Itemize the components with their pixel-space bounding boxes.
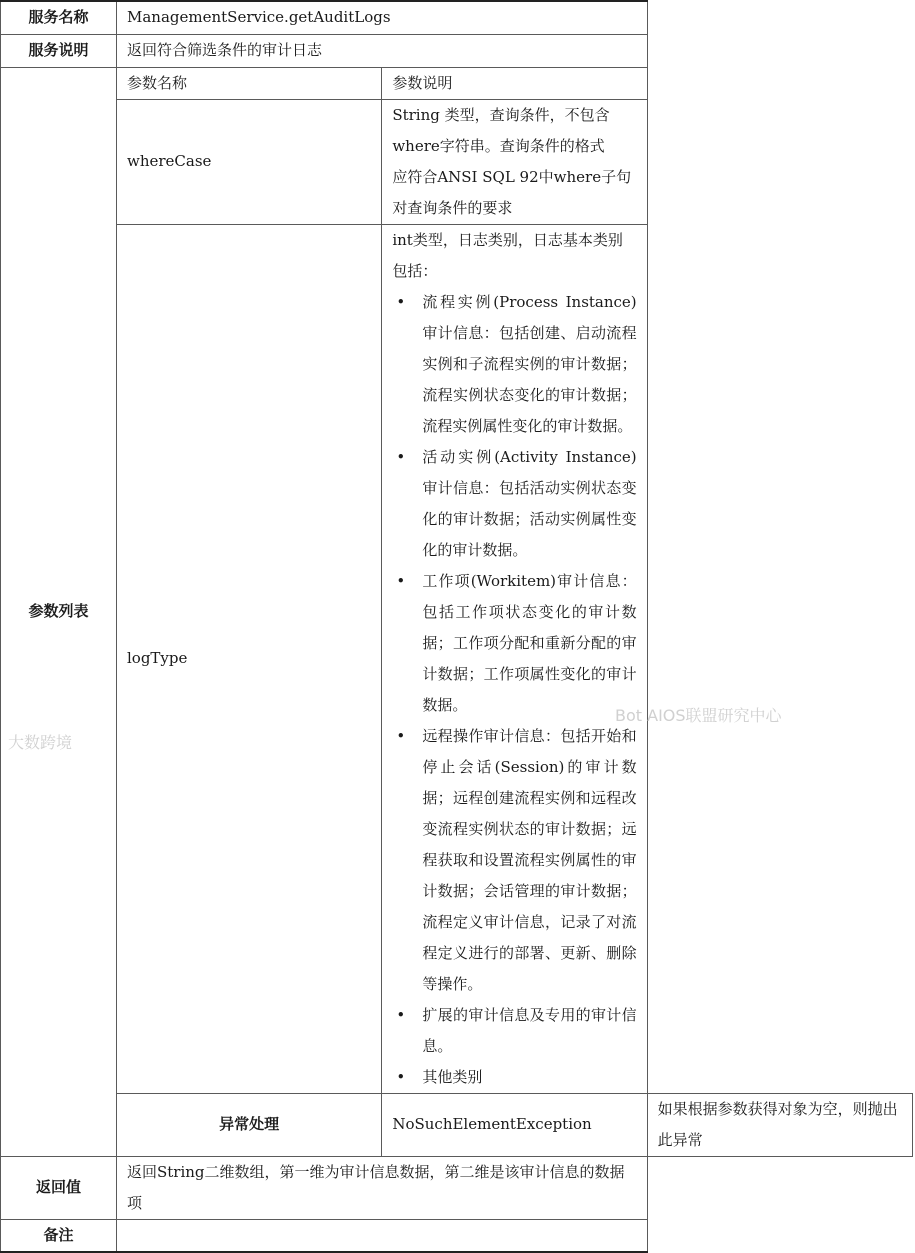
row-return-value bbox=[1, 1156, 913, 1219]
exception-name: NoSuchElementException bbox=[382, 1093, 647, 1156]
params-label: 参数列表 bbox=[1, 67, 117, 1156]
return-value-value: 返回String二维数组，第一维为审计信息数据，第二维是该审计信息的数据项 bbox=[117, 1156, 648, 1219]
row-remarks bbox=[1, 1219, 913, 1252]
param-desc-logtype bbox=[382, 224, 647, 1093]
wherecase-desc-line-1: String 类型，查询条件，不包含where字符串。查询条件的格式 bbox=[392, 105, 610, 155]
return-value-label: 返回值 bbox=[1, 1156, 117, 1219]
row-param-wherecase bbox=[1, 99, 913, 224]
row-params-header bbox=[1, 67, 913, 99]
remarks-label: 备注 bbox=[1, 1219, 117, 1252]
param-desc-wherecase bbox=[382, 99, 647, 224]
logtype-bullet: • 扩展的审计信息及专用的审计信息。 bbox=[392, 1000, 636, 1062]
remarks-value bbox=[117, 1219, 648, 1252]
watermark-right: Bot AIOS联盟研究中心 bbox=[615, 706, 782, 725]
service-desc-label: 服务说明 bbox=[1, 34, 117, 67]
watermark-left: 大数跨境 bbox=[8, 733, 73, 752]
logtype-bullet: • 远程操作审计信息：包括开始和停止会话(Session)的审计数据；远程创建流程实例和远程改变流程实例状态的审计数据；远程获取和设置流程实例属性的审计数据；会话管理的审计数据；流程定义审计信息，记录了对流程定义进行的部署、更新、删除等操作。 bbox=[392, 721, 636, 1000]
row-exception bbox=[1, 1093, 913, 1156]
exception-label: 异常处理 bbox=[117, 1093, 382, 1156]
param-name-header: 参数名称 bbox=[117, 67, 382, 99]
logtype-bullet: • 活动实例(Activity Instance)审计信息：包括活动实例状态变化的审计数据；活动实例属性变化的审计数据。 bbox=[392, 442, 636, 566]
row-service-desc bbox=[1, 34, 913, 67]
param-name-wherecase: whereCase bbox=[117, 99, 382, 224]
row-service-name bbox=[1, 1, 913, 34]
wherecase-desc-line-2: 应符合ANSI SQL 92中where子句对查询条件的要求 bbox=[392, 167, 632, 217]
logtype-bullet: • 其他类别 bbox=[392, 1062, 636, 1093]
logtype-intro: int类型，日志类别，日志基本类别包括： bbox=[392, 230, 623, 280]
logtype-bullet: • 流程实例(Process Instance)审计信息：包括创建、启动流程实例和子流程实例的审计数据；流程实例状态变化的审计数据；流程实例属性变化的审计数据。 bbox=[392, 287, 636, 442]
row-param-logtype bbox=[1, 224, 913, 1093]
exception-desc: 如果根据参数获得对象为空，则抛出此异常 bbox=[647, 1093, 912, 1156]
service-name-value: ManagementService.getAuditLogs bbox=[117, 1, 648, 34]
param-name-logtype: logType bbox=[117, 224, 382, 1093]
service-desc-value: 返回符合筛选条件的审计日志 bbox=[117, 34, 648, 67]
param-desc-header: 参数说明 bbox=[382, 67, 647, 99]
logtype-bullet: • 工作项(Workitem)审计信息：包括工作项状态变化的审计数据；工作项分配和重新分配的审计数据；工作项属性变化的审计数据。 bbox=[392, 566, 636, 721]
service-name-label: 服务名称 bbox=[1, 1, 117, 34]
logtype-bullet-list bbox=[392, 287, 636, 1093]
